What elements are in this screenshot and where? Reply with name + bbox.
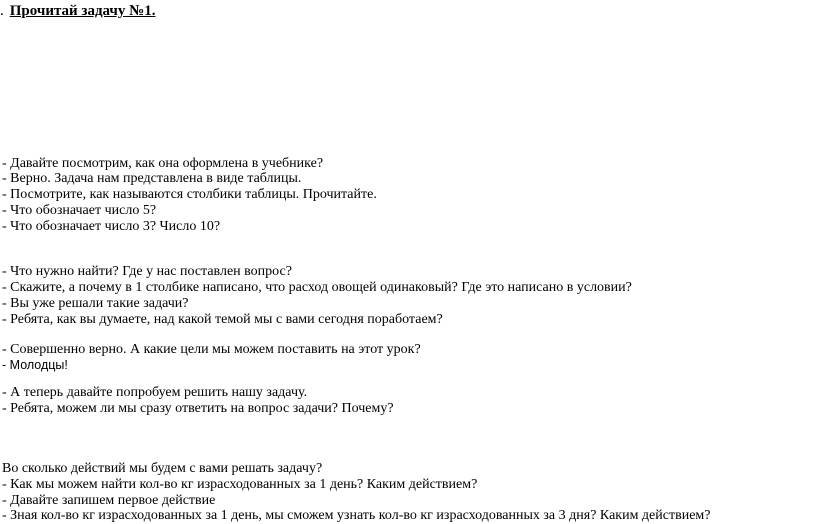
dialogue-line: - Что обозначает число 5? (2, 203, 157, 218)
dialogue-line: - Что нужно найти? Где у нас поставлен вопрос? (2, 264, 292, 279)
dialogue-line: Во сколько действий мы будем с вами решать задачу? (2, 461, 323, 476)
dialogue-line: - А теперь давайте попробуем решить нашу задачу. (2, 385, 308, 400)
task-heading (0, 2, 155, 20)
dialogue-line: - Молодцы! (2, 358, 68, 372)
dialogue-line: - Ребята, можем ли мы сразу ответить на вопрос задачи? Почему? (2, 401, 394, 416)
dialogue-line: - Давайте посмотрим, как она оформлена в учебнике? (2, 156, 324, 171)
dialogue-line: - Верно. Задача нам представлена в виде таблицы. (2, 171, 302, 186)
dialogue-line: - Зная кол-во кг израсходованных за 1 день, мы сможем узнать кол-во кг израсходованных за 3 дня? Каким действием? (2, 508, 711, 523)
dialogue-line: - Что обозначает число 3? Число 10? (2, 219, 221, 234)
dialogue-line: - Ребята, как вы думаете, над какой темой мы с вами сегодня поработаем? (2, 312, 443, 327)
dialogue-line: - Скажите, а почему в 1 столбике написано, что расход овощей одинаковый? Где это написано в условии? (2, 280, 632, 295)
dialogue-line: - Давайте запишем первое действие (2, 493, 216, 508)
dialogue-line: - Как мы можем найти кол-во кг израсходованных за 1 день? Каким действием? (2, 477, 478, 492)
dialogue-line: - Посмотрите, как называются столбики таблицы. Прочитайте. (2, 187, 377, 202)
heading-marker: . (0, 3, 4, 19)
dialogue-line: - Вы уже решали такие задачи? (2, 296, 189, 311)
dialogue-line: - Совершенно верно. А какие цели мы можем поставить на этот урок? (2, 342, 421, 357)
heading-title: Прочитай задачу №1. (9, 3, 156, 19)
